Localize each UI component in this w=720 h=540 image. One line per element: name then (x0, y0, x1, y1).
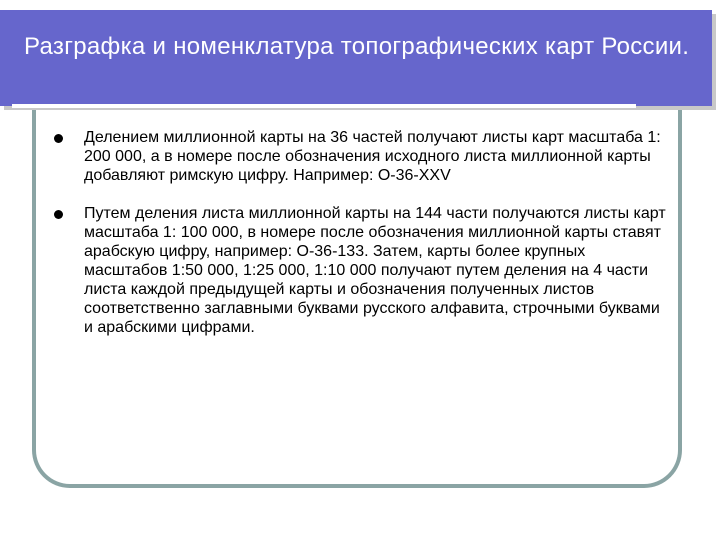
title-underline (12, 104, 636, 108)
bullet-text: Делением миллионной карты на 36 частей получают листы карт масштаба 1: 200 000, а в номере после обозначения исходного листа миллионной карты добавляют римскую цифру. Например: О-36-XXV (84, 129, 661, 184)
bullet-dot-icon (54, 210, 63, 219)
bullet-list (50, 128, 670, 337)
title-band (0, 10, 712, 106)
bullet-item-100000 (50, 204, 670, 337)
bullet-item-200000 (50, 128, 670, 185)
bullet-text: Путем деления листа миллионной карты на 144 части получаются листы карт масштаба 1: 100 000, в номере после обозначения миллионной карты ставят арабскую цифру, например: О-36-133. Затем, карты более крупных масштабов 1:50 000, 1:25 000, 1:10 000 получают путем деления на 4 части листа каждой предыдущей карты и обозначения полученных листов соответственно заглавными буквами русского алфавита, строчными буквами и арабскими цифрами. (84, 205, 666, 336)
slide-title: Разграфка и номенклатура топографических карт России. (24, 33, 690, 60)
bullet-dot-icon (54, 134, 63, 143)
